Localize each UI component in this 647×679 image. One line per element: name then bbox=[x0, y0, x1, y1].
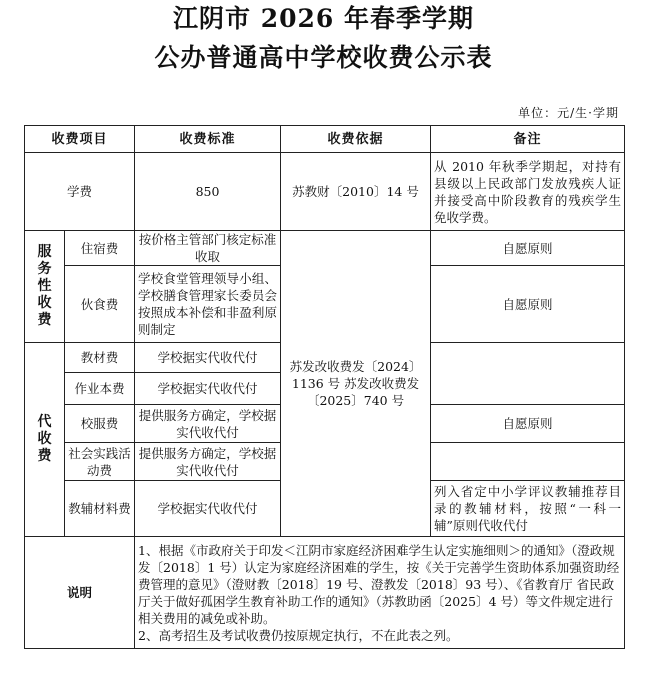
service-group-label: 服务性收费 bbox=[25, 231, 65, 343]
lodging-name: 住宿费 bbox=[65, 231, 135, 266]
supplementary-remark: 列入省定中小学评议教辅推荐目录的教辅材料，按照“一科一辅”原则代收代付 bbox=[431, 481, 625, 537]
meals-remark: 自愿原则 bbox=[431, 266, 625, 343]
lodging-standard: 按价格主管部门核定标准收取 bbox=[135, 231, 281, 266]
uniform-standard: 提供服务方确定，学校据实代收代付 bbox=[135, 405, 281, 443]
table-row-notes bbox=[25, 537, 625, 649]
note-line-1: 1、根据《市政府关于印发＜江阴市家庭经济困难学生认定实施细则＞的通知》（澄政规发〔2018〕1 号）认定为家庭经济困难的学生，按《关于完善学生资助体系加强资助经费管理的意见》（澄财教〔2018〕19 号、澄教发〔2018〕93 号）、《省教育厅 省民政厅关于做好孤困学生教育补助工作的通知》（苏教助函〔2025〕4 号）等文件规定进行相关费用的减免或补助。 bbox=[138, 542, 620, 626]
table-header-row bbox=[25, 126, 625, 153]
workbook-standard: 学校据实代收代付 bbox=[135, 373, 281, 405]
header-remark: 备注 bbox=[431, 126, 625, 153]
textbook-remark bbox=[431, 343, 625, 405]
textbook-name: 教材费 bbox=[65, 343, 135, 373]
meals-name: 伙食费 bbox=[65, 266, 135, 343]
agency-group-label: 代收费 bbox=[25, 343, 65, 537]
table-row-lodging bbox=[25, 231, 625, 266]
fee-table bbox=[24, 125, 625, 649]
note-line-2: 2、高考招生及考试收费仍按原规定执行，不在此表之列。 bbox=[138, 627, 459, 643]
social-practice-name: 社会实践活动费 bbox=[65, 443, 135, 481]
note-label: 说明 bbox=[25, 537, 135, 649]
social-practice-standard: 提供服务方确定，学校据实代收代付 bbox=[135, 443, 281, 481]
tuition-standard: 850 bbox=[135, 153, 281, 231]
page-subtitle: 公办普通高中学校收费公示表 bbox=[154, 43, 493, 72]
uniform-name: 校服费 bbox=[65, 405, 135, 443]
shared-basis: 苏发改收费发〔2024〕1136 号 苏发改收费发〔2025〕740 号 bbox=[281, 231, 431, 537]
tuition-name: 学费 bbox=[25, 153, 135, 231]
supplementary-standard: 学校据实代收代付 bbox=[135, 481, 281, 537]
unit-label: 单位：元/生·学期 bbox=[518, 106, 619, 120]
header-basis: 收费依据 bbox=[281, 126, 431, 153]
header-item: 收费项目 bbox=[25, 126, 135, 153]
tuition-basis: 苏教财〔2010〕14 号 bbox=[281, 153, 431, 231]
workbook-name: 作业本费 bbox=[65, 373, 135, 405]
uniform-remark: 自愿原则 bbox=[431, 405, 625, 443]
page-title: 江阴市 2026 年春季学期 bbox=[173, 4, 474, 33]
header-standard: 收费标准 bbox=[135, 126, 281, 153]
note-content bbox=[135, 537, 625, 649]
table-row-tuition bbox=[25, 153, 625, 231]
lodging-remark: 自愿原则 bbox=[431, 231, 625, 266]
meals-standard: 学校食堂管理领导小组、学校膳食管理家长委员会按照成本补偿和非盈利原则制定 bbox=[135, 266, 281, 343]
social-practice-remark bbox=[431, 443, 625, 481]
supplementary-name: 教辅材料费 bbox=[65, 481, 135, 537]
tuition-remark: 从 2010 年秋季学期起，对持有县级以上民政部门发放残疾人证并接受高中阶段教育的残疾学生免收学费。 bbox=[431, 153, 625, 231]
textbook-standard: 学校据实代收代付 bbox=[135, 343, 281, 373]
